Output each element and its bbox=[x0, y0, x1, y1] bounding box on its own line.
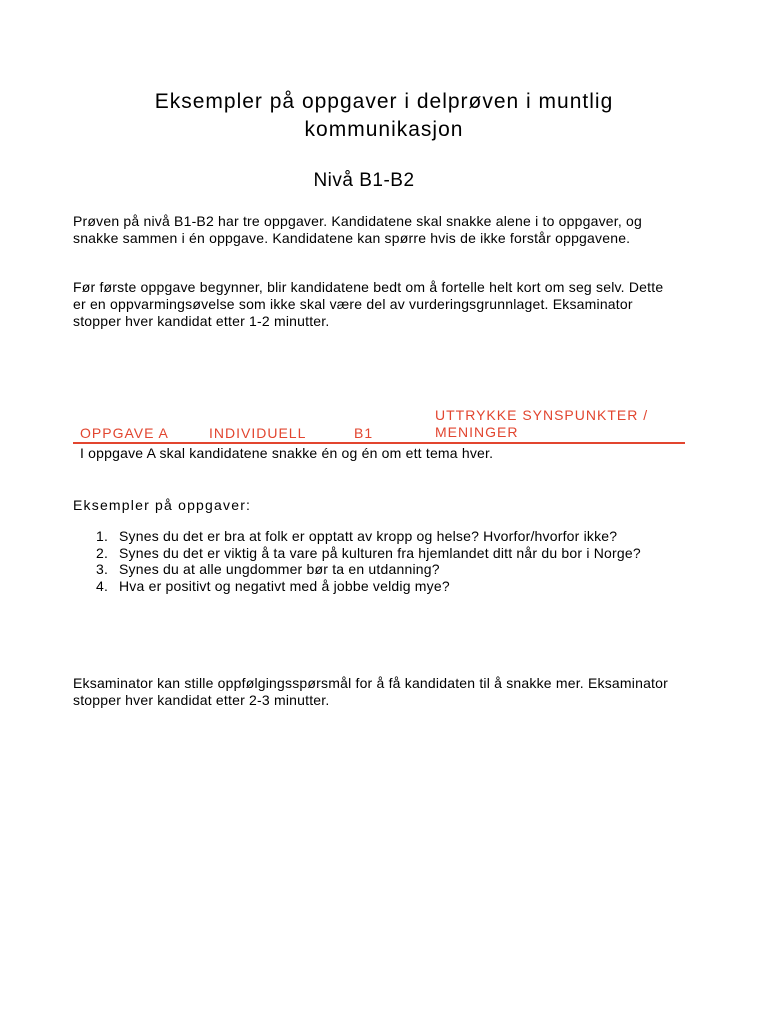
task-intro: I oppgave A skal kandidatene snakke én og én om ett tema hver. bbox=[80, 445, 494, 461]
task-header bbox=[73, 406, 685, 443]
list-item bbox=[96, 528, 666, 545]
task-mode: INDIVIDUELL bbox=[209, 425, 307, 441]
list-item bbox=[96, 545, 666, 562]
level-heading: Nivå B1-B2 bbox=[313, 170, 415, 191]
question-text: Synes du at alle ungdommer bør ta en utdanning? bbox=[119, 561, 440, 577]
list-number: 4. bbox=[96, 577, 109, 594]
question-text: Hva er positivt og negativt med å jobbe veldig mye? bbox=[119, 577, 450, 594]
list-number: 1. bbox=[96, 528, 109, 544]
title-line-2: kommunikasjon bbox=[304, 118, 464, 141]
header-divider bbox=[73, 442, 685, 444]
question-text: Synes du det er bra at folk er opptatt av kropp og helse? Hvorfor/hvorfor ikke? bbox=[119, 528, 618, 544]
closing-paragraph: Eksaminator kan stille oppfølgingsspørsmål for å få kandidaten til å snakke mer. Eksaminator stopper hver kandidat etter 2-3 minutter. bbox=[73, 675, 668, 708]
question-text: Synes du det er viktig å ta vare på kulturen fra hjemlandet ditt når du bor i Norge? bbox=[119, 544, 641, 561]
list-item bbox=[96, 578, 666, 595]
task-label: OPPGAVE A bbox=[80, 425, 169, 441]
intro-paragraph: Prøven på nivå B1-B2 har tre oppgaver. Kandidatene skal snakke alene i to oppgaver, og snakke sammen i én oppgave. Kandidatene kan spørre hvis de ikke forstår oppgavene. bbox=[73, 213, 643, 246]
list-number: 2. bbox=[96, 544, 109, 561]
question-list bbox=[96, 528, 666, 594]
warmup-paragraph: Før første oppgave begynner, blir kandidatene bedt om å fortelle helt kort om seg selv. Dette er en oppvarmingsøvelse som ikke skal være del av vurderingsgrunnlaget. Eksaminator stopper hver kandidat etter 1-2 minutter. bbox=[73, 279, 664, 329]
task-level: B1 bbox=[354, 425, 374, 441]
examples-heading: Eksempler på oppgaver: bbox=[73, 497, 252, 513]
list-number: 3. bbox=[96, 561, 109, 577]
title-line-1: Eksempler på oppgaver i delprøven i muntlig bbox=[154, 90, 614, 113]
task-skill: UTTRYKKE SYNSPUNKTER / MENINGER bbox=[435, 407, 649, 440]
document-title bbox=[0, 88, 768, 144]
list-item bbox=[96, 561, 666, 578]
